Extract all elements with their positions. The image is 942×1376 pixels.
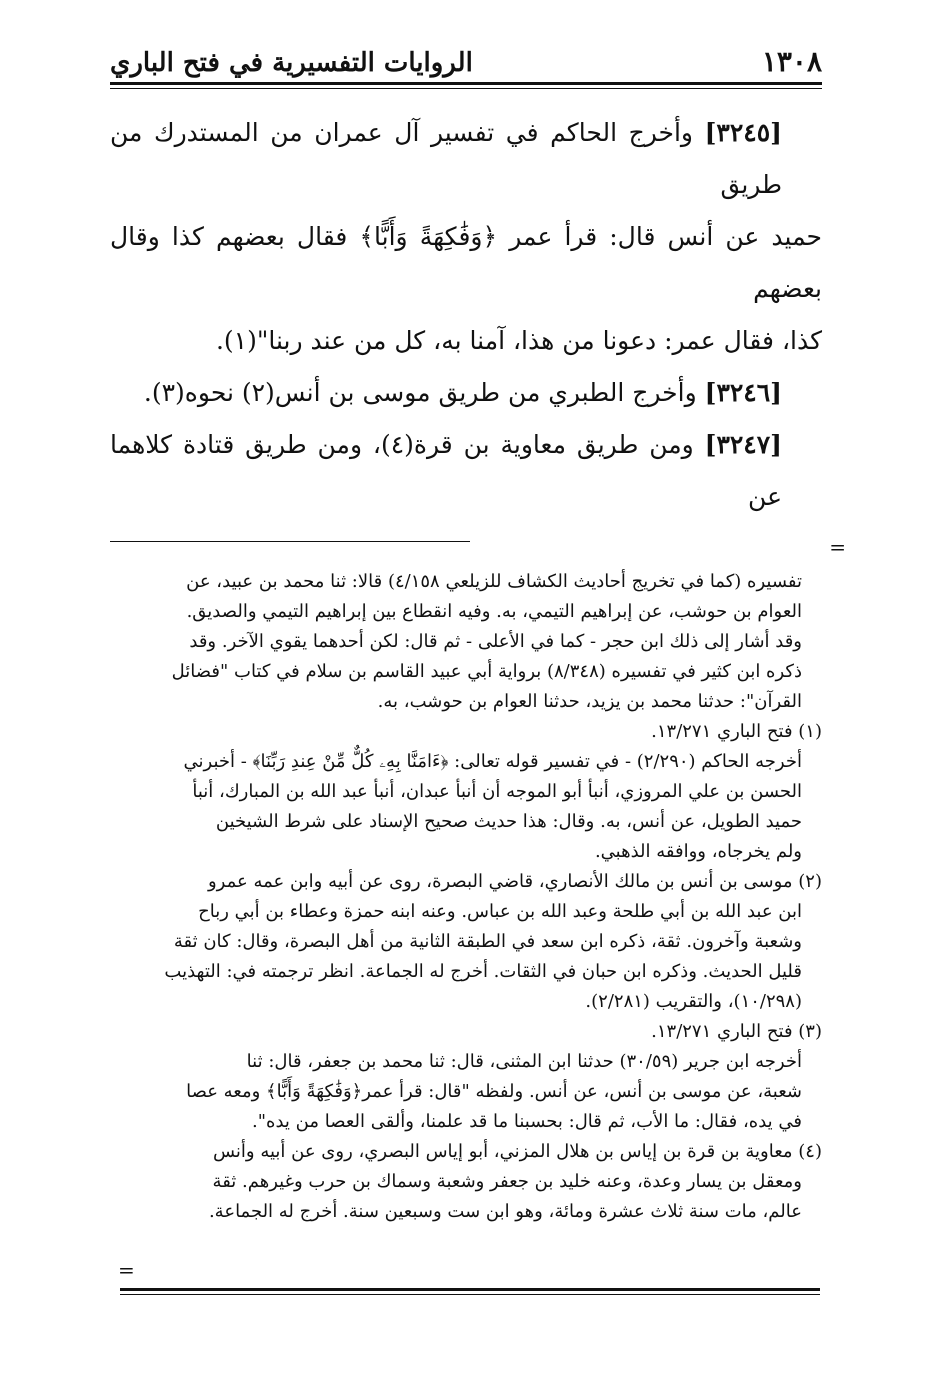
footnote-line: في يده، فقال: ما الأب، ثم قال: بحسبنا ما قد علمنا، وألقى العصا من يده". xyxy=(252,1111,802,1132)
footnote-line: القرآن": حدثنا محمد بن يزيد، حدثنا العوام بن حوشب، به. xyxy=(377,691,802,712)
footnote-line: أخرجه الحاكم (٢/٢٩٠) - في تفسير قوله تعالى: ﴿ءَامَنَّا بِهِۦ كُلٌّ مِّنْ عِندِ رَبِّنَا﴾ - أخبرني xyxy=(183,751,802,772)
footer-rule xyxy=(120,1288,820,1295)
separator-line xyxy=(110,541,470,542)
footnote-line: (١٠/٢٩٨)، والتقريب (٢/٢٨١). xyxy=(585,991,802,1012)
footnote-line: ولم يخرجاه، ووافقه الذهبي. xyxy=(594,841,802,862)
footnote-line: وقد أشار إلى ذلك ابن حجر - كما في الأعلى - ثم قال: لكن أحدهما يقوي الآخر. وقد xyxy=(189,631,802,652)
continuation-mark: = xyxy=(829,535,846,559)
footnotes xyxy=(110,567,822,1227)
footnote-4: (٤) معاوية بن قرة بن إياس بن هلال المزني، أبو إياس البصري، روى عن أبيه وأنس xyxy=(212,1141,822,1162)
narration-number: [٣٢٤٥] xyxy=(704,118,782,147)
page-header xyxy=(110,38,822,78)
footnote-line: الحسن بن علي المروزي، أنبأ أبو الموجه أن أنبأ عبدان، أنبأ عبد الله بن المبارك، أنبأ xyxy=(192,781,802,802)
footnote-line: ابن عبد الله بن أبي طلحة وعبد الله بن عباس. وعنه ابنه حمزة وعطاء بن أبي رباح xyxy=(198,901,802,922)
footnote-3: (٣) فتح الباري ١٣/٢٧١. xyxy=(651,1021,822,1042)
narration-number: [٣٢٤٧] xyxy=(704,430,782,459)
footnote-line: شعبة، عن موسى بن أنس، عن أنس. ولفظه "قال: قرأ عمر﴿وَفَٰكِهَةً وَأَبًّا﴾ ومعه عصا xyxy=(186,1081,802,1102)
page xyxy=(110,38,846,1227)
footnote-line: العوام بن حوشب، عن إبراهيم التيمي، به. وفيه انقطاع بين إبراهيم التيمي والصديق. xyxy=(186,601,802,622)
page-number: ١٣٠٨ xyxy=(761,45,822,78)
text-line: وأخرج الطبري من طريق موسى بن أنس(٢) نحوه(٣). xyxy=(143,378,697,407)
narration-number: [٣٢٤٦] xyxy=(704,378,782,407)
footnote-line: ومعقل بن يسار وعدة، وعنه خليد بن جعفر وشعبة وسماك بن حرب وغيرهم. ثقة xyxy=(212,1171,802,1192)
continuation-mark: = xyxy=(118,1258,135,1282)
footnote-line: أخرجه ابن جرير (٣٠/٥٩) حدثنا ابن المثنى، قال: ثنا محمد بن جعفر، قال: ثنا xyxy=(246,1051,802,1072)
text-line: ومن طريق معاوية بن قرة(٤)، ومن طريق قتادة كلاهما عن xyxy=(110,430,782,511)
footnote-line: ذكره ابن كثير في تفسيره (٨/٣٤٨) برواية أبي عبيد القاسم بن سلام في كتاب "فضائل xyxy=(171,661,802,682)
footnote-line: وشعبة وآخرون. ثقة، ذكره ابن سعد في الطبقة الثانية من أهل البصرة، وقال: كان ثقة xyxy=(173,931,802,952)
footnote-line: تفسيره (كما في تخريج أحاديث الكشاف للزيلعي ٤/١٥٨) قالا: ثنا محمد بن عبيد، عن xyxy=(186,571,802,592)
footnote-1: (١) فتح الباري ١٣/٢٧١. xyxy=(651,721,822,742)
text-line: كذا، فقال عمر: دعونا من هذا، آمنا به، كل من عند ربنا"(١). xyxy=(215,326,822,355)
paragraph-3246 xyxy=(110,367,822,419)
footnote-separator xyxy=(110,535,846,567)
paragraph-3247 xyxy=(110,419,822,523)
footnote-line: قليل الحديث. وذكره ابن حبان في الثقات. أخرج له الجماعة. انظر ترجمته في: التهذيب xyxy=(164,961,802,982)
running-title: الروايات التفسيرية في فتح الباري xyxy=(110,48,473,78)
header-rule xyxy=(110,82,822,89)
footnote-line: عالم، مات سنة ثلاث عشرة ومائة، وهو ابن ست وسبعين سنة. أخرج له الجماعة. xyxy=(208,1201,802,1222)
footnote-2: (٢) موسى بن أنس بن مالك الأنصاري، قاضي البصرة، روى عن أبيه وابن عمه عمرو xyxy=(207,871,822,892)
footnote-line: حميد الطويل، عن أنس، به. وقال: هذا حديث صحيح الإسناد على شرط الشيخين xyxy=(215,811,802,832)
main-text xyxy=(110,107,822,523)
paragraph-3245 xyxy=(110,107,822,211)
text-line: وأخرج الحاكم في تفسير آل عمران من المستدرك من طريق xyxy=(110,118,782,199)
text-line: حميد عن أنس قال: قرأ عمر ﴿وَفَٰكِهَةً وَأَبًّا﴾ فقال بعضهم كذا وقال بعضهم xyxy=(110,222,822,303)
